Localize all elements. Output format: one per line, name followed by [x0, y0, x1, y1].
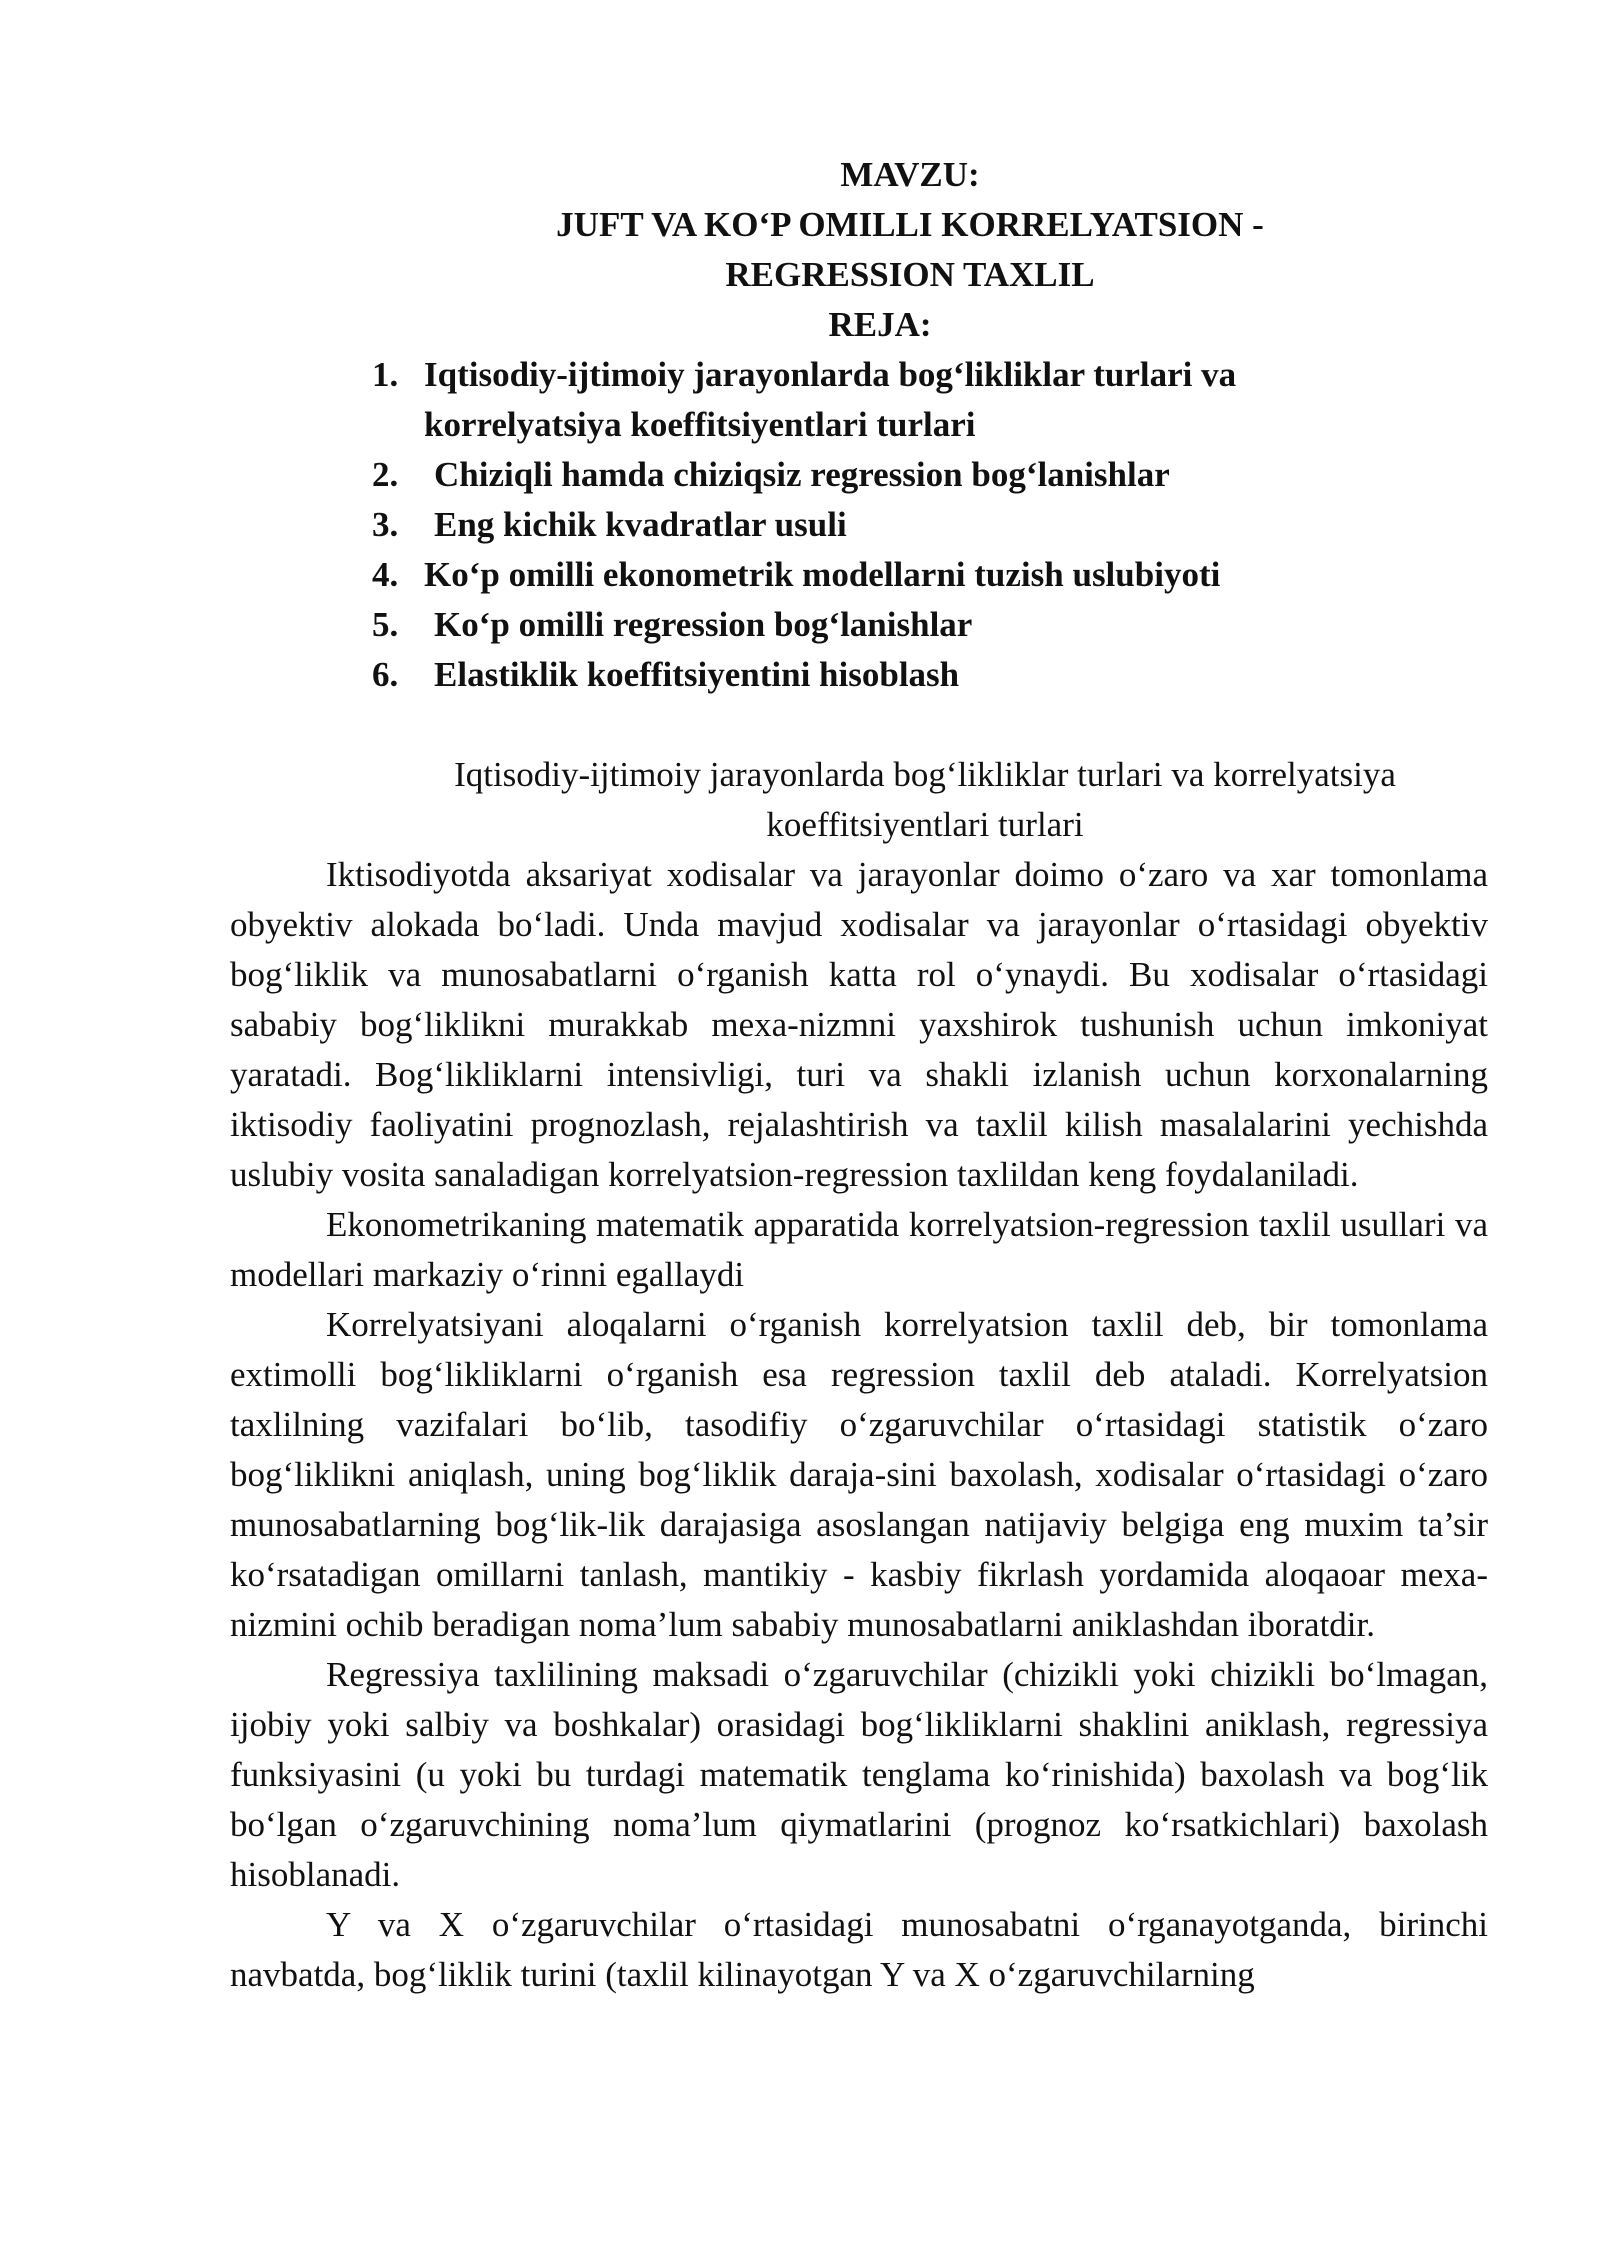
plan-item-number: 4.: [372, 555, 399, 594]
plan-item-text: Chiziqli hamda chiziqsiz regression bog‘lanishlar: [434, 455, 1170, 494]
plan-item-text: Ko‘p omilli ekonometrik modellarni tuzish uslubiyoti: [424, 555, 1221, 594]
plan-item-number: 5.: [372, 605, 399, 644]
paragraph-5: Y va X o‘zgaruvchilar o‘rtasidagi munosabatni o‘rganayotganda, birinchi navbatda, bog‘liklik turini (taxlil kilinayotgan Y va X o‘zgaruvchilarning: [230, 1905, 1488, 1994]
plan-item-text: Eng kichik kvadratlar usuli: [434, 505, 847, 544]
plan-item-5: [372, 600, 1352, 650]
plan-item-text: Iqtisodiy-ijtimoiy jarayonlarda bog‘likliklar turlari va korrelyatsiya koeffitsiyentlari turlari: [424, 355, 1237, 444]
paragraph-2: Ekonometrikaning matematik apparatida korrelyatsion-regression taxlil usullari va modellari markaziy o‘rinni egallaydi: [230, 1205, 1488, 1294]
plan-item-text: Elastiklik koeffitsiyentini hisoblash: [434, 655, 960, 694]
body-text: [230, 850, 1488, 2000]
title-mavzu: MAVZU:: [840, 155, 980, 194]
plan-item-number: 6.: [372, 655, 399, 694]
plan-item-4: [372, 550, 1352, 600]
plan-item-3: [372, 500, 1352, 550]
title-line-2: JUFT VA KO‘P OMILLI KORRELYATSION -: [556, 205, 1264, 244]
title-line-3: REGRESSION TAXLIL: [725, 255, 1095, 294]
paragraph-3: Korrelyatsiyani aloqalarni o‘rganish korrelyatsion taxlil deb, bir tomonlama extimolli bog‘likliklarni o‘rganish esa regression taxlil deb ataladi. Korrelyatsion taxlilning vazifalari bo‘lib, tasodifiy o‘zgaruvchilar o‘rtasidagi statistik o‘zaro bog‘liklikni aniqlash, uning bog‘liklik daraja-sini baxolash, xodisalar o‘rtasidagi o‘zaro munosabatlarning bog‘lik-lik darajasiga asoslangan natijaviy belgiga eng muxim ta’sir ko‘rsatadigan omillarni tanlash, mantikiy - kasbiy fikrlash yordamida aloqaoar mexa-nizmini ochib beradigan noma’lum sababiy munosabatlarni aniklashdan iboratdir.: [230, 1305, 1488, 1644]
title-block: [460, 150, 1360, 300]
plan-item-text: Ko‘p omilli regression bog‘lanishlar: [434, 605, 973, 644]
section-heading: Iqtisodiy-ijtimoiy jarayonlarda bog‘likliklar turlari va korrelyatsiya koeffitsiyentlari turlari: [454, 755, 1396, 844]
paragraph-1: Iktisodiyotda aksariyat xodisalar va jarayonlar doimo o‘zaro va xar tomonlama obyektiv alokada bo‘ladi. Unda mavjud xodisalar va jarayonlar o‘rtasidagi obyektiv bog‘liklik va munosabatlarni o‘rganish katta rol o‘ynaydi. Bu xodisalar o‘rtasidagi sababiy bog‘liklikni murakkab mexa-nizmni yaxshirok tushunish uchun imkoniyat yaratadi. Bog‘likliklarni intensivligi, turi va shakli izlanish uchun korxonalarning iktisodiy faoliyatini prognozlash, rejalashtirish va taxlil kilish masalalarini yechishda uslubiy vosita sanaladigan korrelyatsion-regression taxlildan keng foydalaniladi.: [230, 855, 1488, 1194]
plan-item-6: [372, 650, 1352, 700]
plan-item-number: 2.: [372, 455, 399, 494]
plan-list: [372, 350, 1352, 700]
paragraph-4: Regressiya taxlilining maksadi o‘zgaruvchilar (chizikli yoki chizikli bo‘lmagan, ijobiy yoki salbiy va boshkalar) orasidagi bog‘likliklarni shaklini aniklash, regressiya funksiyasini (u yoki bu turdagi matematik tenglama ko‘rinishida) baxolash va bog‘lik bo‘lgan o‘zgaruvchining noma’lum qiymatlarini (prognoz ko‘rsatkichlari) baxolash hisoblanadi.: [230, 1655, 1488, 1894]
plan-item-1: [372, 350, 1352, 450]
plan-heading: REJA:: [828, 305, 932, 344]
plan-item-number: 1.: [372, 355, 399, 394]
plan-item-number: 3.: [372, 505, 399, 544]
plan-item-2: [372, 450, 1352, 500]
